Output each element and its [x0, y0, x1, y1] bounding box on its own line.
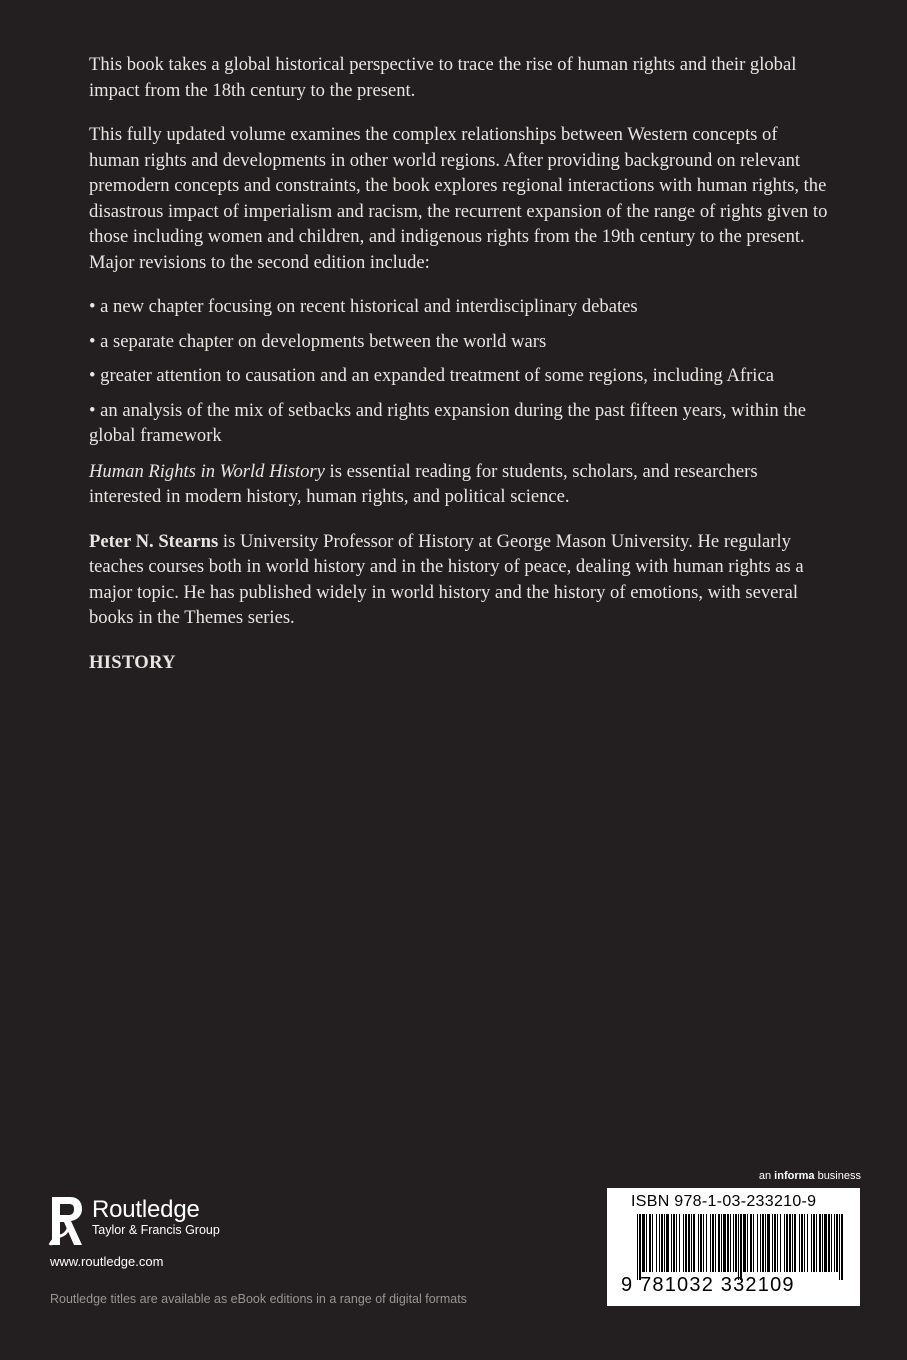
barcode-stripe — [730, 1214, 731, 1272]
barcode-stripe — [700, 1214, 702, 1272]
barcode-stripe — [753, 1214, 754, 1272]
informa-prefix: an — [758, 1170, 775, 1182]
barcode-stripe — [698, 1214, 699, 1272]
barcode-stripe — [639, 1214, 641, 1280]
barcode-stripe — [691, 1214, 692, 1272]
barcode-stripe — [735, 1214, 737, 1272]
publisher-name: Routledge — [92, 1196, 200, 1223]
barcode-stripe — [836, 1214, 838, 1272]
barcode-stripe — [676, 1214, 677, 1272]
barcode-stripe — [706, 1214, 707, 1272]
audience-paragraph — [89, 459, 829, 510]
ean-digits: 9 781032 332109 — [621, 1274, 795, 1296]
barcode-stripe — [642, 1214, 645, 1272]
informa-tagline — [759, 1170, 861, 1182]
barcode-stripe — [813, 1214, 815, 1272]
bullet-item: • an analysis of the mix of setbacks and rights expansion during the past fifteen years, within the global framework — [89, 399, 807, 446]
barcode-stripe — [807, 1214, 808, 1272]
barcode-stripe — [738, 1214, 739, 1280]
barcode-stripe — [799, 1214, 800, 1272]
barcode-stripe — [789, 1214, 791, 1272]
barcode-stripe — [804, 1214, 805, 1272]
isbn-barcode — [607, 1188, 860, 1306]
barcode-stripe — [659, 1214, 660, 1272]
informa-brand: informa — [774, 1170, 815, 1182]
barcode-stripe — [750, 1214, 752, 1272]
barcode-stripe — [816, 1214, 817, 1272]
barcode-stripe — [671, 1214, 672, 1272]
barcode-stripe — [822, 1214, 823, 1272]
barcode-stripe — [656, 1214, 657, 1272]
barcode-stripe — [685, 1214, 687, 1272]
barcode-stripe — [828, 1214, 830, 1272]
ebook-note: Routledge titles are available as eBook editions in a range of digital formats — [50, 1292, 467, 1306]
barcode-stripe — [740, 1214, 742, 1280]
barcode-stripe — [733, 1214, 734, 1272]
intro-paragraph: This book takes a global historical perspective to trace the rise of human rights and their global impact from the 18th century to the present. — [89, 54, 797, 101]
barcode-stripe — [693, 1214, 695, 1272]
isbn-number: ISBN 978-1-03-233210-9 — [631, 1193, 817, 1210]
barcode-stripe — [774, 1214, 776, 1272]
back-cover-blurb — [89, 52, 829, 694]
publisher-logo — [46, 1193, 220, 1249]
barcode-stripe — [679, 1214, 680, 1272]
barcode-stripe — [767, 1214, 770, 1272]
subject-category: HISTORY — [89, 651, 176, 673]
barcode-stripe — [637, 1214, 638, 1280]
barcode-stripe — [688, 1214, 690, 1272]
barcode-stripe — [652, 1214, 653, 1272]
barcode-stripe — [646, 1214, 647, 1272]
barcode-stripe — [649, 1214, 651, 1272]
barcode-stripe — [794, 1214, 796, 1272]
overview-paragraph: This fully updated volume examines the complex relationships between Western concepts of human rights and developments in other world regions. After providing background on relevant premodern concepts and constraints, the book explores regional interactions with human rights, the disastrous impact of imperialism and racism, the recurrent expansion of the range of rights given to those including women and children, and indigenous rights from the 19th century to the present. Major revisions to the second edition include: — [89, 124, 828, 273]
publisher-website: www.routledge.com — [50, 1254, 164, 1269]
barcode-stripe — [760, 1214, 761, 1272]
bullet-item: • a new chapter focusing on recent historical and interdisciplinary debates — [89, 296, 638, 317]
routledge-logo-icon — [46, 1193, 86, 1249]
publisher-group: Taylor & Francis Group — [92, 1223, 220, 1237]
author-paragraph — [89, 529, 829, 631]
bullet-item: • a separate chapter on developments between the world wars — [89, 330, 547, 352]
barcode-stripe — [819, 1214, 821, 1272]
barcode-stripe — [683, 1214, 684, 1272]
barcode-stripe — [792, 1214, 793, 1272]
barcode-stripe — [666, 1214, 669, 1272]
barcode-stripe — [801, 1214, 803, 1272]
barcode-stripe — [831, 1214, 832, 1272]
author-name: Peter N. Stearns — [89, 530, 219, 552]
barcode-stripe — [712, 1214, 714, 1272]
audience-text: is essential reading for students, scholars, and researchers interested in modern history, human rights, and political science. — [89, 460, 758, 507]
barcode-stripe — [703, 1214, 704, 1272]
barcode-stripe — [784, 1214, 785, 1272]
barcode-stripe — [777, 1214, 778, 1272]
barcode-stripe — [718, 1214, 720, 1272]
book-title: Human Rights in World History — [89, 460, 325, 482]
barcode-stripe — [661, 1214, 663, 1272]
barcode-stripe — [841, 1214, 843, 1280]
barcode-stripe — [715, 1214, 716, 1272]
author-bio: is University Professor of History at George Mason University. He regularly teaches courses both in world history and in the history of peace, dealing with human rights as a major topic. He has published widely in world history and the history of emotions, with several books in the Themes series. — [89, 530, 804, 628]
barcode-stripe — [834, 1214, 835, 1272]
barcode-stripe — [721, 1214, 722, 1272]
barcode-stripe — [723, 1214, 726, 1272]
barcode-stripe — [811, 1214, 812, 1272]
barcode-stripe — [757, 1214, 758, 1272]
barcode-stripe — [786, 1214, 788, 1272]
barcode-stripe — [772, 1214, 773, 1272]
informa-suffix: business — [814, 1170, 861, 1182]
barcode-stripe — [743, 1214, 746, 1272]
barcode-stripe — [762, 1214, 764, 1272]
barcode-stripe — [747, 1214, 748, 1272]
barcode-stripe — [839, 1214, 840, 1280]
barcode-stripe — [673, 1214, 675, 1272]
barcode-stripe — [710, 1214, 711, 1272]
barcode-stripe — [824, 1214, 827, 1272]
barcode-stripe — [664, 1214, 665, 1272]
barcode-stripe — [727, 1214, 729, 1272]
barcode-stripe — [765, 1214, 766, 1272]
bullet-item: • greater attention to causation and an expanded treatment of some regions, including Africa — [89, 365, 774, 386]
barcode-stripe — [780, 1214, 781, 1272]
